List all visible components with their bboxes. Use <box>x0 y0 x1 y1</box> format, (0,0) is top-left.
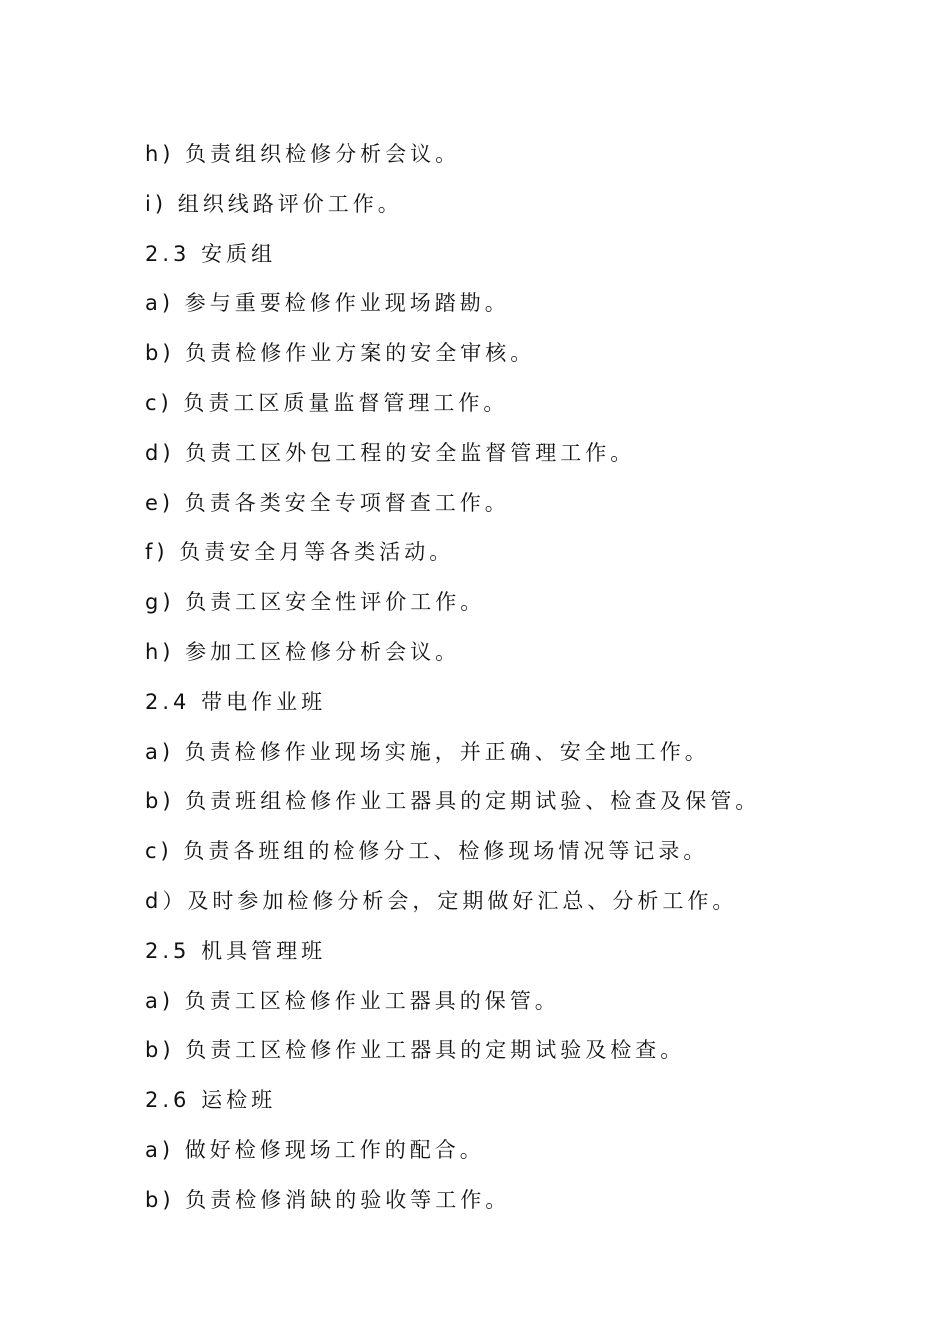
list-item: a) 负责检修作业现场实施，并正确、安全地工作。 <box>145 739 710 764</box>
list-item: c) 负责各班组的检修分工、检修现场情况等记录。 <box>145 839 709 864</box>
list-item: b) 负责检修消缺的验收等工作。 <box>145 1187 511 1212</box>
list-item: h) 参加工区检修分析会议。 <box>145 639 461 664</box>
list-item: a) 做好检修现场工作的配合。 <box>145 1137 485 1162</box>
list-item: f) 负责安全月等各类活动。 <box>145 540 455 565</box>
list-item: i) 组织线路评价工作。 <box>145 191 403 216</box>
section-heading: 2.3 安质组 <box>145 241 277 266</box>
list-item: d) 负责工区外包工程的安全监督管理工作。 <box>145 440 636 465</box>
list-item: b) 负责工区检修作业工器具的定期试验及检查。 <box>145 1038 686 1063</box>
list-item: b) 负责班组检修作业工器具的定期试验、检查及保管。 <box>145 789 761 814</box>
list-item: c) 负责工区质量监督管理工作。 <box>145 390 509 415</box>
section-heading: 2.6 运检班 <box>145 1088 277 1113</box>
list-item: a) 负责工区检修作业工器具的保管。 <box>145 988 560 1013</box>
list-item: g) 负责工区安全性评价工作。 <box>145 590 486 615</box>
document-body <box>145 130 925 1226</box>
list-item: e) 负责各类安全专项督查工作。 <box>145 490 510 515</box>
section-heading: 2.5 机具管理班 <box>145 938 327 963</box>
list-item: d）及时参加检修分析会，定期做好汇总、分析工作。 <box>145 888 738 913</box>
list-item: h) 负责组织检修分析会议。 <box>145 142 461 166</box>
list-item: b) 负责检修作业方案的安全审核。 <box>145 341 536 366</box>
section-heading: 2.4 带电作业班 <box>145 689 327 714</box>
list-item: a) 参与重要检修作业现场踏勘。 <box>145 291 510 316</box>
